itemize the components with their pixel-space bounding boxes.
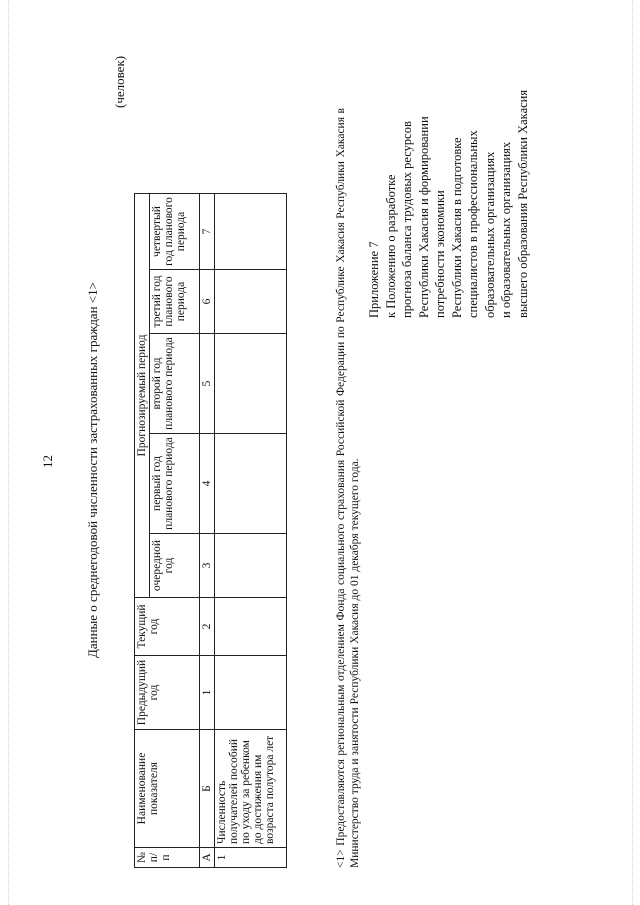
appendix-line: Республики Хакасия и формировании [416,116,431,318]
header-forecast: Прогнозируемый период [135,194,150,598]
appendix-line: специалистов в профессиональных [466,130,480,318]
header-plan-year-1: первый год планового периода [150,434,200,534]
data-table [134,193,287,868]
index-cell: А [200,848,215,868]
index-cell: 2 [200,598,215,656]
row-value [215,334,287,434]
table-row [215,194,287,868]
row-value [215,534,287,598]
scan-artifact-line-left [8,0,9,905]
index-row [200,194,215,868]
appendix-line: и образовательных организациях [499,141,513,318]
header-current-year: Текущий год [135,598,200,656]
scan-artifact-line-right [632,0,633,905]
appendix-line: образовательных организациях [482,151,497,318]
page-number: 12 [40,455,55,468]
index-cell: Б [200,730,215,848]
header-prev-year: Предыдущий год [135,656,200,730]
table-unit: (человек) [112,55,127,108]
index-cell: 1 [200,656,215,730]
header-plan-year-2: второй год планового периода [150,334,200,434]
appendix-line: Республики Хакасия в подготовке [449,137,464,318]
index-cell: 3 [200,534,215,598]
row-value [215,656,287,730]
row-name: Численность получателей пособий по уходу за ребенком до достижения им возраста полутора лет [215,730,287,848]
index-cell: 4 [200,434,215,534]
header-name: Наименование показателя [135,730,200,848]
index-cell: 5 [200,334,215,434]
appendix-line: прогноза баланса трудовых ресурсов [400,121,414,318]
row-num: 1 [215,848,287,868]
appendix-line: к Положению о разработке [383,174,398,318]
appendix-line: высшего образования Республики Хакасия [515,89,530,318]
appendix-note [366,90,531,318]
row-value [215,194,287,270]
appendix-line: Приложение 7 [367,241,381,318]
index-cell: 6 [200,270,215,334]
index-cell: 7 [200,194,215,270]
header-plan-year-4: четвертый год планового периода [150,194,200,270]
header-next-year: очередной год [150,534,200,598]
header-num: № п/п [135,848,200,868]
row-value [215,434,287,534]
appendix-line: потребности экономики [433,190,447,318]
table-title: Данные о среднегодовой численности застрахованных граждан <1> [85,282,100,658]
rotated-content [30,28,590,878]
row-value [215,598,287,656]
footnote: <1> Предоставляются региональным отделением Фонда социального страхования Российской Федерации по Республике Хакасия Республики Хакасия в Министерство труда и занятости Республики Хакасия до 01 декабря текущего года. [335,108,362,868]
row-value [215,270,287,334]
header-plan-year-3: третий год планового периода [150,270,200,334]
